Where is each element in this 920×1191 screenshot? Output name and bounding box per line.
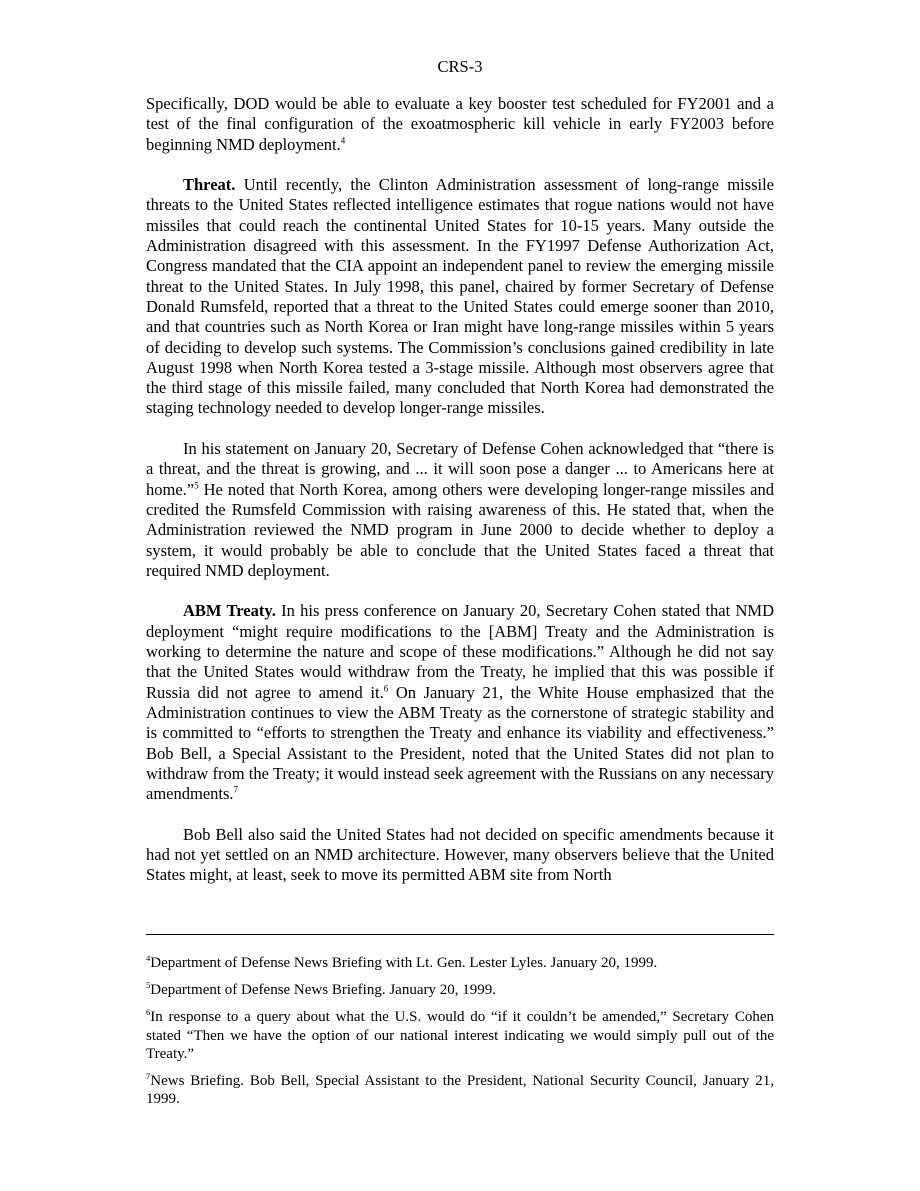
paragraph-text: On January 21, the White House emphasized that the Administration continues to view the ABM Treaty as the cornerstone of strategic stability and is committed to “efforts to strengthen the Treaty and enhance its viability and effectiveness.” Bob Bell, a Special Assistant to the President, noted that the United States did not plan to withdraw from the Treaty; it would instead seek agreement with the Russians on any necessary amendments.	[146, 682, 775, 804]
footnote-text: Department of Defense News Briefing. January 20, 1999.	[150, 982, 496, 999]
paragraph-bob-bell	[146, 825, 774, 886]
paragraph-text: In his statement on January 20, Secretary of Defense Cohen acknowledged that “there is a threat, and the threat is growing, and ... it will soon pose a danger ... to Americans here at home.”	[146, 439, 774, 499]
footnote-5	[146, 981, 774, 999]
document-page	[146, 0, 774, 1191]
footnotes	[146, 954, 774, 1117]
paragraph-abm-treaty	[146, 601, 774, 804]
footnote-7	[146, 1072, 774, 1108]
paragraph-threat	[146, 175, 774, 419]
paragraph-cohen-statement	[146, 439, 774, 581]
body-text	[146, 94, 774, 906]
paragraph-text: Until recently, the Clinton Administration assessment of long-range missile threats to the United States reflected intelligence estimates that rogue nations would not have missiles that could reach the continental United States for 10-15 years. Many outside the Administration disagreed with this assessment. In the FY1997 Defense Authorization Act, Congress mandated that the CIA appoint an independent panel to review the emerging missile threat to the United States. In July 1998, this panel, chaired by former Secretary of Defense Donald Rumsfeld, reported that a threat to the United States could emerge sooner than 2010, and that countries such as North Korea or Iran might have long-range missiles within 5 years of deciding to develop such systems. The Commission’s conclusions gained credibility in late August 1998 when North Korea tested a 3-stage missile. Although most observers agree that the third stage of this missile failed, many concluded that North Korea had demonstrated the staging technology needed to develop longer-range missiles.	[146, 175, 774, 418]
footnote-4	[146, 954, 774, 972]
section-heading-threat: Threat.	[183, 175, 236, 195]
footnote-number: 4	[146, 953, 151, 963]
footnote-ref-6[interactable]: 6	[383, 683, 389, 694]
paragraph-text: Bob Bell also said the United States had not decided on specific amendments because it had not yet settled on an NMD architecture. However, many observers believe that the United States might, at least, seek to move its permitted ABM site from North	[146, 824, 774, 885]
footnote-ref-7[interactable]: 7	[233, 784, 239, 795]
footnote-6	[146, 1008, 774, 1063]
footnote-text: News Briefing. Bob Bell, Special Assistant to the President, National Security Council, January 21, 1999.	[146, 1073, 774, 1108]
footnote-text: Department of Defense News Briefing with Lt. Gen. Lester Lyles. January 20, 1999.	[150, 955, 658, 971]
footnote-number: 6	[146, 1007, 151, 1018]
footnote-number: 5	[146, 980, 151, 991]
footnote-ref-4[interactable]: 4	[340, 135, 346, 146]
page-label: CRS-3	[437, 57, 483, 76]
footnote-separator	[146, 934, 774, 935]
page-header	[146, 57, 774, 77]
paragraph-text: In his press conference on January 20, Secretary Cohen stated that NMD deployment “might require modifications to the [ABM] Treaty and the Administration is working to determine the nature and scope of these modifications.” Although he did not say that the United States would withdraw from the Treaty, he implied that this was possible if Russia did not agree to amend it.	[146, 601, 774, 702]
footnote-text: In response to a query about what the U.S. would do “if it couldn’t be amended,” Secretary Cohen stated “Then we have the option of our national interest indicating we would simply pull out of the Treaty.”	[146, 1009, 774, 1062]
paragraph-specifically	[146, 94, 774, 155]
paragraph-text: Specifically, DOD would be able to evaluate a key booster test scheduled for FY2001 and a test of the final configuration of the exoatmospheric kill vehicle in early FY2003 before beginning NMD deployment.	[146, 94, 774, 154]
section-heading-abm-treaty: ABM Treaty.	[183, 601, 276, 621]
footnote-ref-5[interactable]: 5	[194, 480, 199, 491]
footnote-number: 7	[146, 1071, 151, 1082]
paragraph-text: He noted that North Korea, among others were developing longer-range missiles and credited the Rumsfeld Commission with raising awareness of this. He stated that, when the Administration reviewed the NMD program in June 2000 to decide whether to deploy a system, it would probably be able to conclude that the United States faced a threat that required NMD deployment.	[146, 479, 774, 580]
